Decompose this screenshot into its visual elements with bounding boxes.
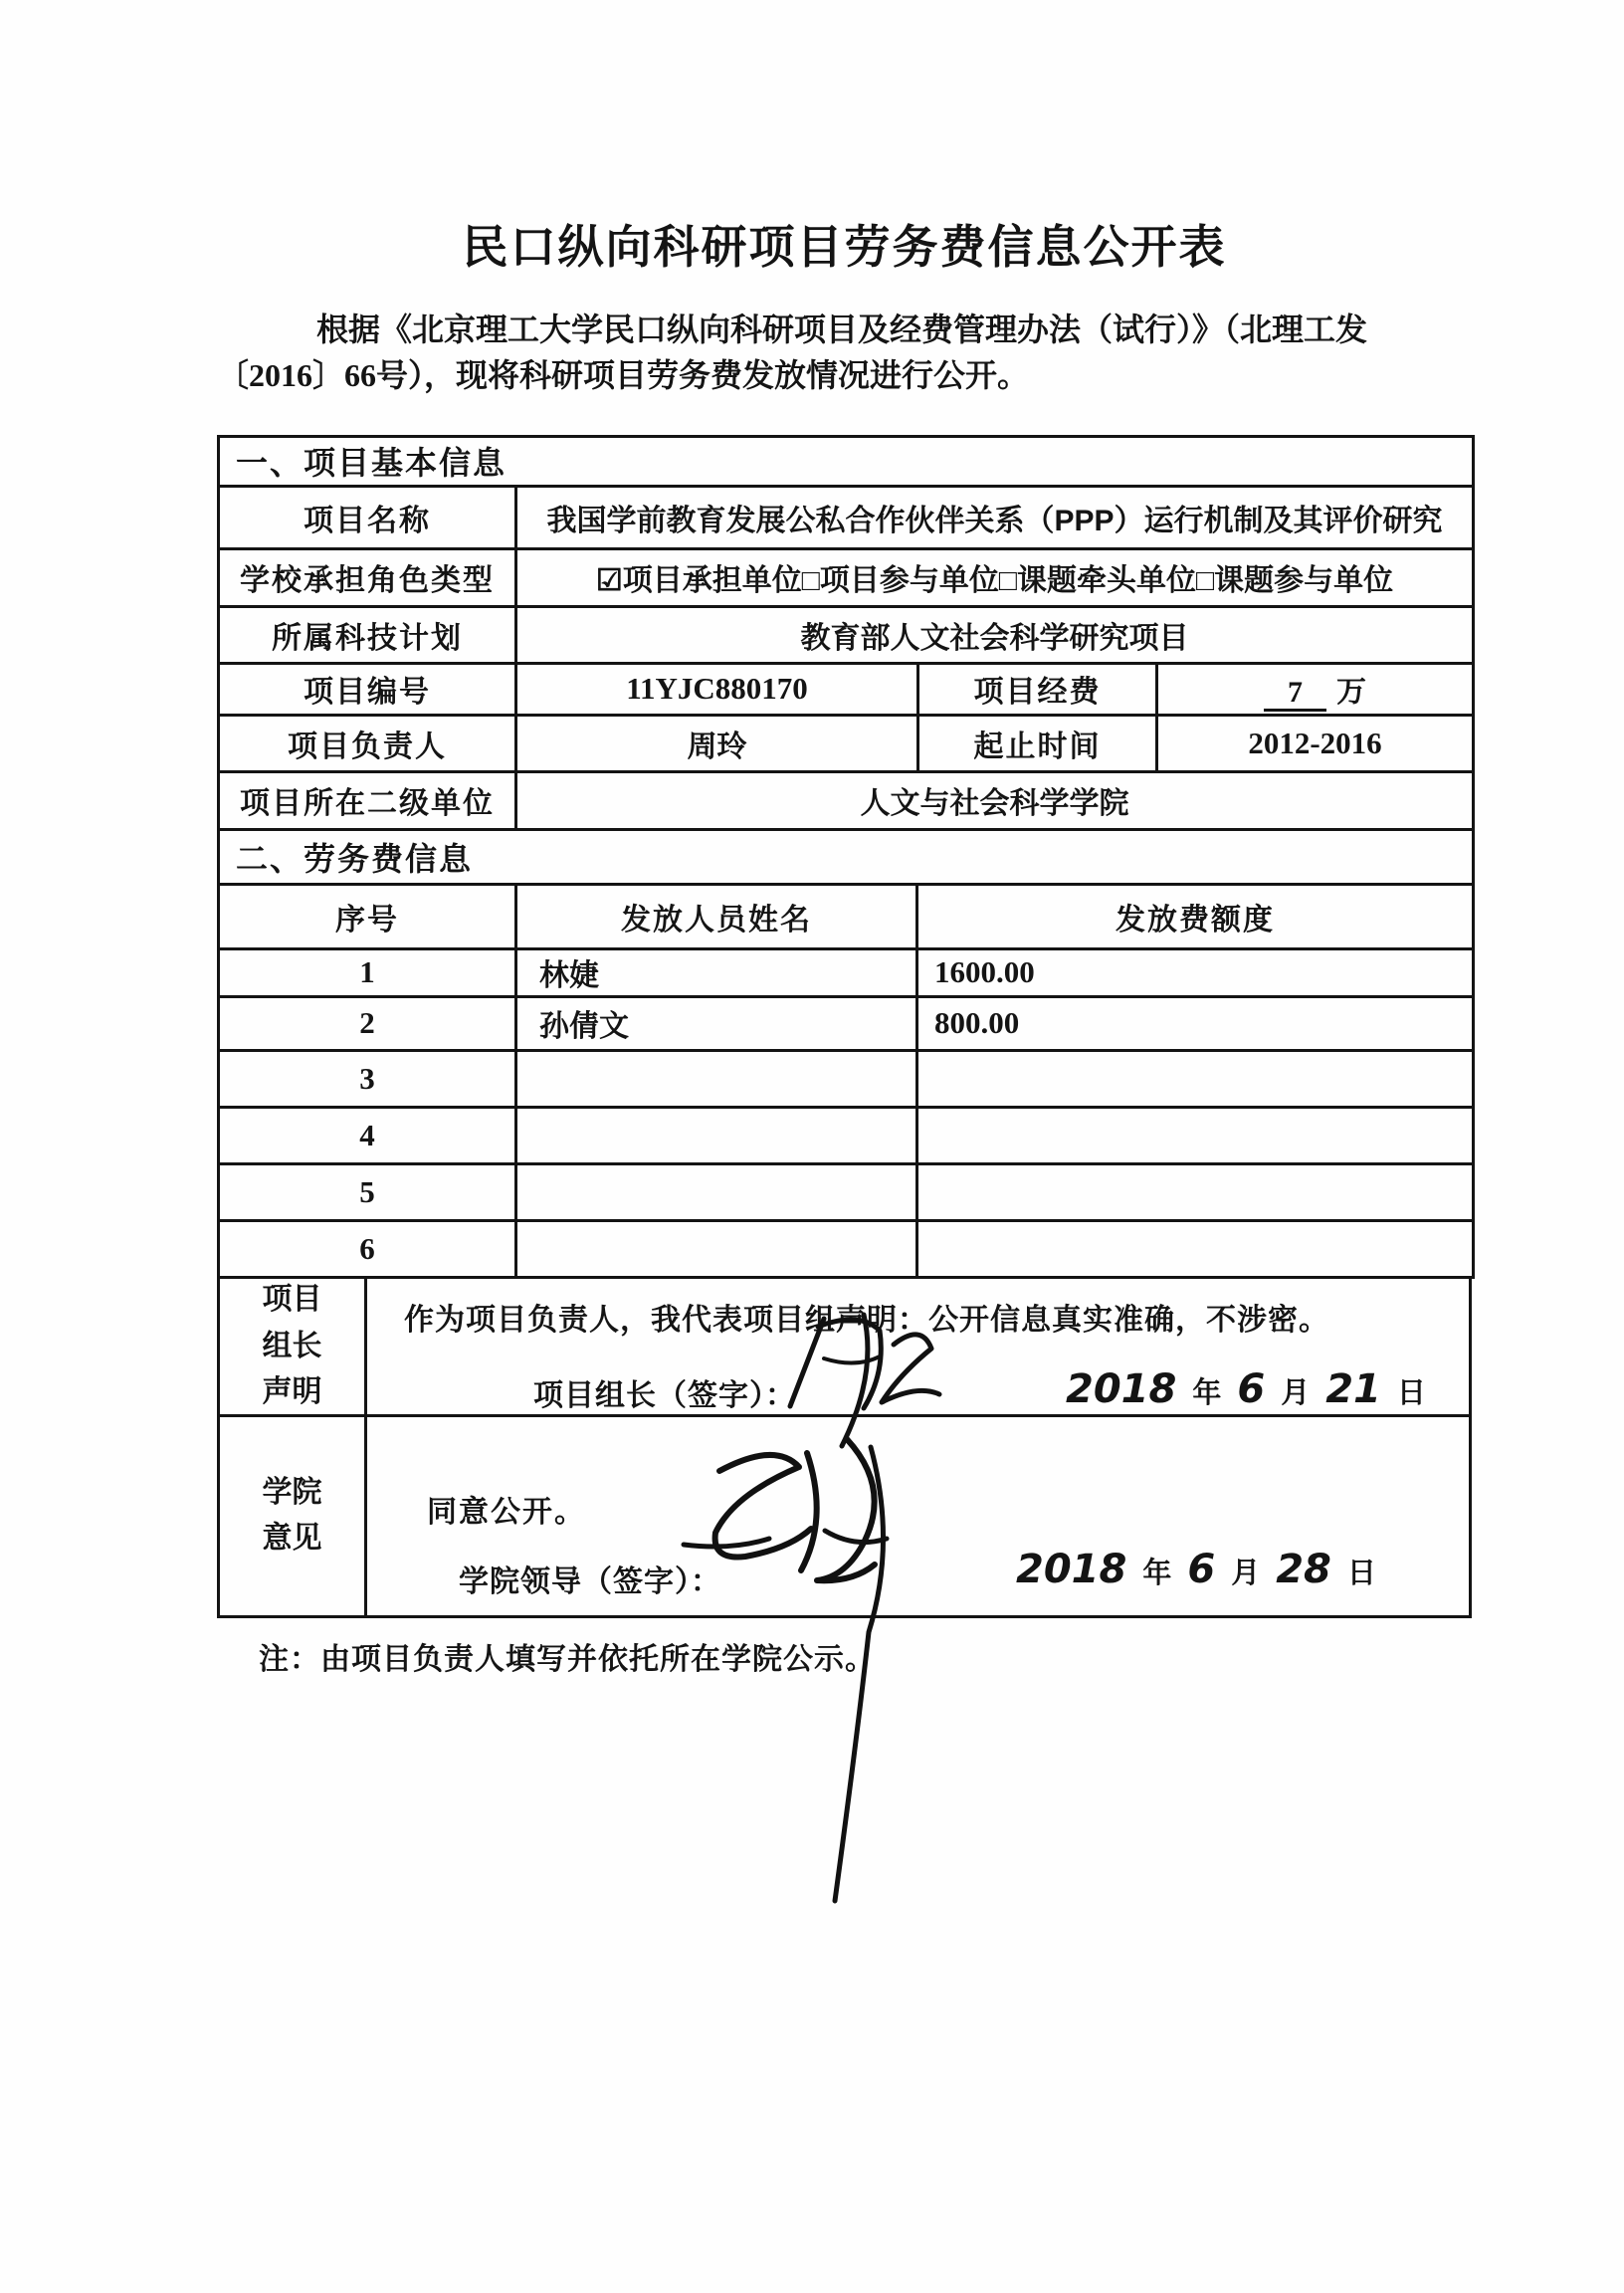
table-row — [219, 948, 1474, 996]
table-row — [219, 1163, 1474, 1220]
dean-date-year: 2018 — [1016, 1546, 1127, 1592]
budget-unit: 万 — [1336, 676, 1366, 710]
period-label: 起止时间 — [918, 715, 1157, 771]
leader-date-day: 21 — [1325, 1365, 1381, 1412]
row-amount: 1600.00 — [917, 948, 1474, 996]
table-row — [219, 1220, 1474, 1277]
leader-value: 周玲 — [516, 715, 918, 771]
dean-date: 2018 年 6 月 28 日 — [1016, 1546, 1376, 1592]
college-opinion-text: 同意公开。 — [427, 1495, 586, 1529]
leader-statement-side-label: 项目组长声明 — [220, 1279, 367, 1414]
intro-paragraph: 根据《北京理工大学民口纵向科研项目及经费管理办法（试行）》（北理工发〔2016〕66号），现将科研项目劳务费发放情况进行公开。 — [217, 312, 1368, 394]
budget-value-cell — [1157, 663, 1474, 715]
row-amount — [917, 1050, 1474, 1107]
fee-info-table — [217, 828, 1475, 1279]
row-seq: 1 — [219, 948, 516, 996]
dean-date-day: 28 — [1276, 1546, 1331, 1592]
dean-sign-label: 学院领导（签字）： — [459, 1564, 721, 1598]
row-seq: 6 — [219, 1220, 516, 1277]
row-amount — [917, 1220, 1474, 1277]
project-no-label: 项目编号 — [219, 663, 516, 715]
table-row — [219, 996, 1474, 1050]
leader-statement-row — [217, 1276, 1472, 1417]
row-name — [516, 1220, 917, 1277]
program-label: 所属科技计划 — [219, 606, 516, 663]
page-title: 民口纵向科研项目劳务费信息公开表 — [462, 221, 1227, 273]
row-amount — [917, 1107, 1474, 1163]
col-seq-header: 序号 — [219, 884, 516, 948]
row-name — [516, 1107, 917, 1163]
project-no-value: 11YJC880170 — [516, 663, 918, 715]
college-opinion-row — [217, 1414, 1472, 1618]
section-basic-info-title: 一、项目基本信息 — [219, 436, 1474, 486]
row-amount: 800.00 — [917, 996, 1474, 1050]
budget-amount: 7 — [1264, 676, 1326, 712]
row-seq: 5 — [219, 1163, 516, 1220]
row-seq: 3 — [219, 1050, 516, 1107]
form-content — [217, 211, 1472, 1678]
table-row — [219, 1107, 1474, 1163]
dean-date-month: 6 — [1187, 1546, 1216, 1592]
period-value: 2012-2016 — [1157, 715, 1474, 771]
college-opinion-side-label: 学院意见 — [220, 1417, 367, 1615]
row-name: 林婕 — [516, 948, 917, 996]
basic-info-table — [217, 435, 1475, 831]
leader-date: 2018 年 6 月 21 日 — [1066, 1365, 1426, 1412]
footnote: 注：由项目负责人填写并依托所在学院公示。 — [259, 1642, 876, 1676]
row-name — [516, 1050, 917, 1107]
col-name-header: 发放人员姓名 — [516, 884, 917, 948]
row-name — [516, 1163, 917, 1220]
table-row — [219, 1050, 1474, 1107]
leader-statement-text: 作为项目负责人，我代表项目组声明：公开信息真实准确，不涉密。 — [404, 1303, 1329, 1337]
project-name-label: 项目名称 — [219, 486, 516, 548]
row-seq: 4 — [219, 1107, 516, 1163]
program-value: 教育部人文社会科学研究项目 — [516, 606, 1474, 663]
leader-date-month: 6 — [1237, 1365, 1266, 1412]
role-type-checkboxes: ☑项目承担单位□项目参与单位□课题牵头单位□课题参与单位 — [516, 548, 1474, 606]
role-type-label: 学校承担角色类型 — [219, 548, 516, 606]
dean-signature — [658, 1413, 936, 1921]
col-amount-header: 发放费额度 — [917, 884, 1474, 948]
unit-value: 人文与社会科学学院 — [516, 771, 1474, 829]
leader-date-year: 2018 — [1066, 1365, 1177, 1412]
section-fee-info-title: 二、劳务费信息 — [219, 829, 1474, 884]
leader-label: 项目负责人 — [219, 715, 516, 771]
row-amount — [917, 1163, 1474, 1220]
unit-label: 项目所在二级单位 — [219, 771, 516, 829]
row-seq: 2 — [219, 996, 516, 1050]
project-name-value: 我国学前教育发展公私合作伙伴关系（PPP）运行机制及其评价研究 — [516, 486, 1474, 548]
leader-sign-label: 项目组长（签字）： — [533, 1378, 796, 1412]
budget-label: 项目经费 — [918, 663, 1157, 715]
row-name: 孙倩文 — [516, 996, 917, 1050]
